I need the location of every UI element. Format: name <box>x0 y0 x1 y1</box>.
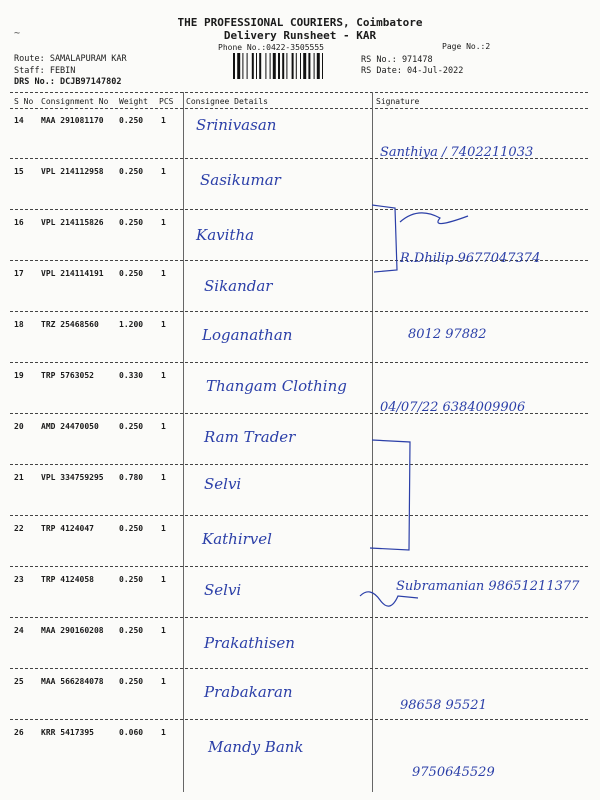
col-header-signature: Signature <box>376 97 420 106</box>
row-sno: 24 <box>14 626 24 635</box>
row-sno: 19 <box>14 371 24 380</box>
row-weight: 0.780 <box>119 473 144 482</box>
row-pcs: 1 <box>161 473 166 482</box>
row-pcs: 1 <box>161 320 166 329</box>
row-consignment-no: VPL 214115826 <box>41 218 104 227</box>
row-consignee-handwriting: Prakathisen <box>204 634 295 652</box>
row-weight: 0.250 <box>119 677 144 686</box>
row-consignment-no: MAA 290160208 <box>41 626 104 635</box>
col-header-consignment: Consignment No <box>41 97 109 106</box>
rs-date: RS Date: 04-Jul-2022 <box>361 66 464 76</box>
row-pcs: 1 <box>161 728 166 737</box>
row-weight: 0.250 <box>119 218 144 227</box>
row-consignee-handwriting: Prabakaran <box>204 683 293 701</box>
row-sno: 20 <box>14 422 24 431</box>
row-pcs: 1 <box>161 371 166 380</box>
row-sno: 26 <box>14 728 24 737</box>
row-weight: 0.330 <box>119 371 144 380</box>
col-header-sno: S No <box>14 97 34 106</box>
row-consignee-handwriting: Sikandar <box>204 277 273 295</box>
row-pcs: 1 <box>161 677 166 686</box>
row-weight: 0.060 <box>119 728 144 737</box>
bracket-mark-upper <box>372 205 397 272</box>
row-consignee-handwriting: Srinivasan <box>196 116 277 134</box>
row-signature-handwriting: 98658 95521 <box>400 698 487 713</box>
row-pcs: 1 <box>161 269 166 278</box>
row-consignment-no: KRR 5417395 <box>41 728 94 737</box>
row-sno: 22 <box>14 524 24 533</box>
col-header-pcs: PCS <box>159 97 174 106</box>
row-sno: 23 <box>14 575 24 584</box>
row-weight: 0.250 <box>119 524 144 533</box>
company-name: THE PROFESSIONAL COURIERS, Coimbatore <box>177 16 423 29</box>
row-signature-handwriting: 04/07/22 6384009906 <box>380 400 526 415</box>
row-signature-handwriting: Santhiya / 7402211033 <box>380 145 534 160</box>
row-consignment-no: MAA 291081170 <box>41 116 104 125</box>
row-sno: 16 <box>14 218 24 227</box>
row-pcs: 1 <box>161 575 166 584</box>
row-consignee-handwriting: Ram Trader <box>204 428 296 446</box>
staff-label: Staff: FEBIN <box>14 66 76 76</box>
row-consignment-no: VPL 334759295 <box>41 473 104 482</box>
route-label: Route: SAMALAPURAM KAR <box>14 54 127 64</box>
row-consignee-handwriting: Mandy Bank <box>208 738 304 756</box>
row-signature-handwriting: 9750645529 <box>412 765 495 780</box>
row-consignee-handwriting: Kathirvel <box>202 530 272 548</box>
row-weight: 0.250 <box>119 626 144 635</box>
row-sno: 14 <box>14 116 24 125</box>
row-signature-handwriting: R.Dhilip 9677047374 <box>400 251 541 266</box>
row-pcs: 1 <box>161 422 166 431</box>
row-consignee-handwriting: Selvi <box>204 581 242 599</box>
row-signature-handwriting: Subramanian 98651211377 <box>396 579 580 594</box>
corner-mark: ~ <box>14 28 21 39</box>
row-consignee-handwriting: Thangam Clothing <box>206 377 347 395</box>
row-consignment-no: TRP 4124058 <box>41 575 94 584</box>
row-consignment-no: VPL 214112958 <box>41 167 104 176</box>
row-consignee-handwriting: Selvi <box>204 475 242 493</box>
row-weight: 0.250 <box>119 575 144 584</box>
row-sno: 15 <box>14 167 24 176</box>
row-pcs: 1 <box>161 167 166 176</box>
rs-number: RS No.: 971478 <box>361 55 433 65</box>
row-consignment-no: TRZ 25468560 <box>41 320 99 329</box>
drs-number: DRS No.: DCJB97147802 <box>14 77 122 87</box>
col-header-consignee: Consignee Details <box>186 97 268 106</box>
row-sno: 17 <box>14 269 24 278</box>
row-pcs: 1 <box>161 524 166 533</box>
row-consignee-handwriting: Sasikumar <box>200 171 281 189</box>
row-consignee-handwriting: Kavitha <box>196 226 255 244</box>
row-consignee-handwriting: Loganathan <box>202 326 293 344</box>
row-consignment-no: VPL 214114191 <box>41 269 104 278</box>
dhilip-scribble <box>400 213 468 224</box>
row-consignment-no: TRP 4124047 <box>41 524 94 533</box>
row-weight: 1.200 <box>119 320 144 329</box>
row-consignment-no: AMD 24470050 <box>41 422 99 431</box>
bracket-mark-lower <box>370 440 410 550</box>
row-weight: 0.250 <box>119 167 144 176</box>
col-header-weight: Weight <box>119 97 148 106</box>
row-consignment-no: MAA 566284078 <box>41 677 104 686</box>
row-pcs: 1 <box>161 116 166 125</box>
row-weight: 0.250 <box>119 116 144 125</box>
row-weight: 0.250 <box>119 422 144 431</box>
row-consignment-no: TRP 5763052 <box>41 371 94 380</box>
row-sno: 18 <box>14 320 24 329</box>
row-sno: 25 <box>14 677 24 686</box>
row-pcs: 1 <box>161 218 166 227</box>
row-sno: 21 <box>14 473 24 482</box>
row-weight: 0.250 <box>119 269 144 278</box>
phone-number: Phone No.:0422-3505555 <box>218 43 324 52</box>
row-signature-handwriting: 8012 97882 <box>408 327 487 342</box>
row-pcs: 1 <box>161 626 166 635</box>
page-number: Page No.:2 <box>442 42 491 51</box>
document-title: Delivery Runsheet - KAR <box>223 29 377 42</box>
